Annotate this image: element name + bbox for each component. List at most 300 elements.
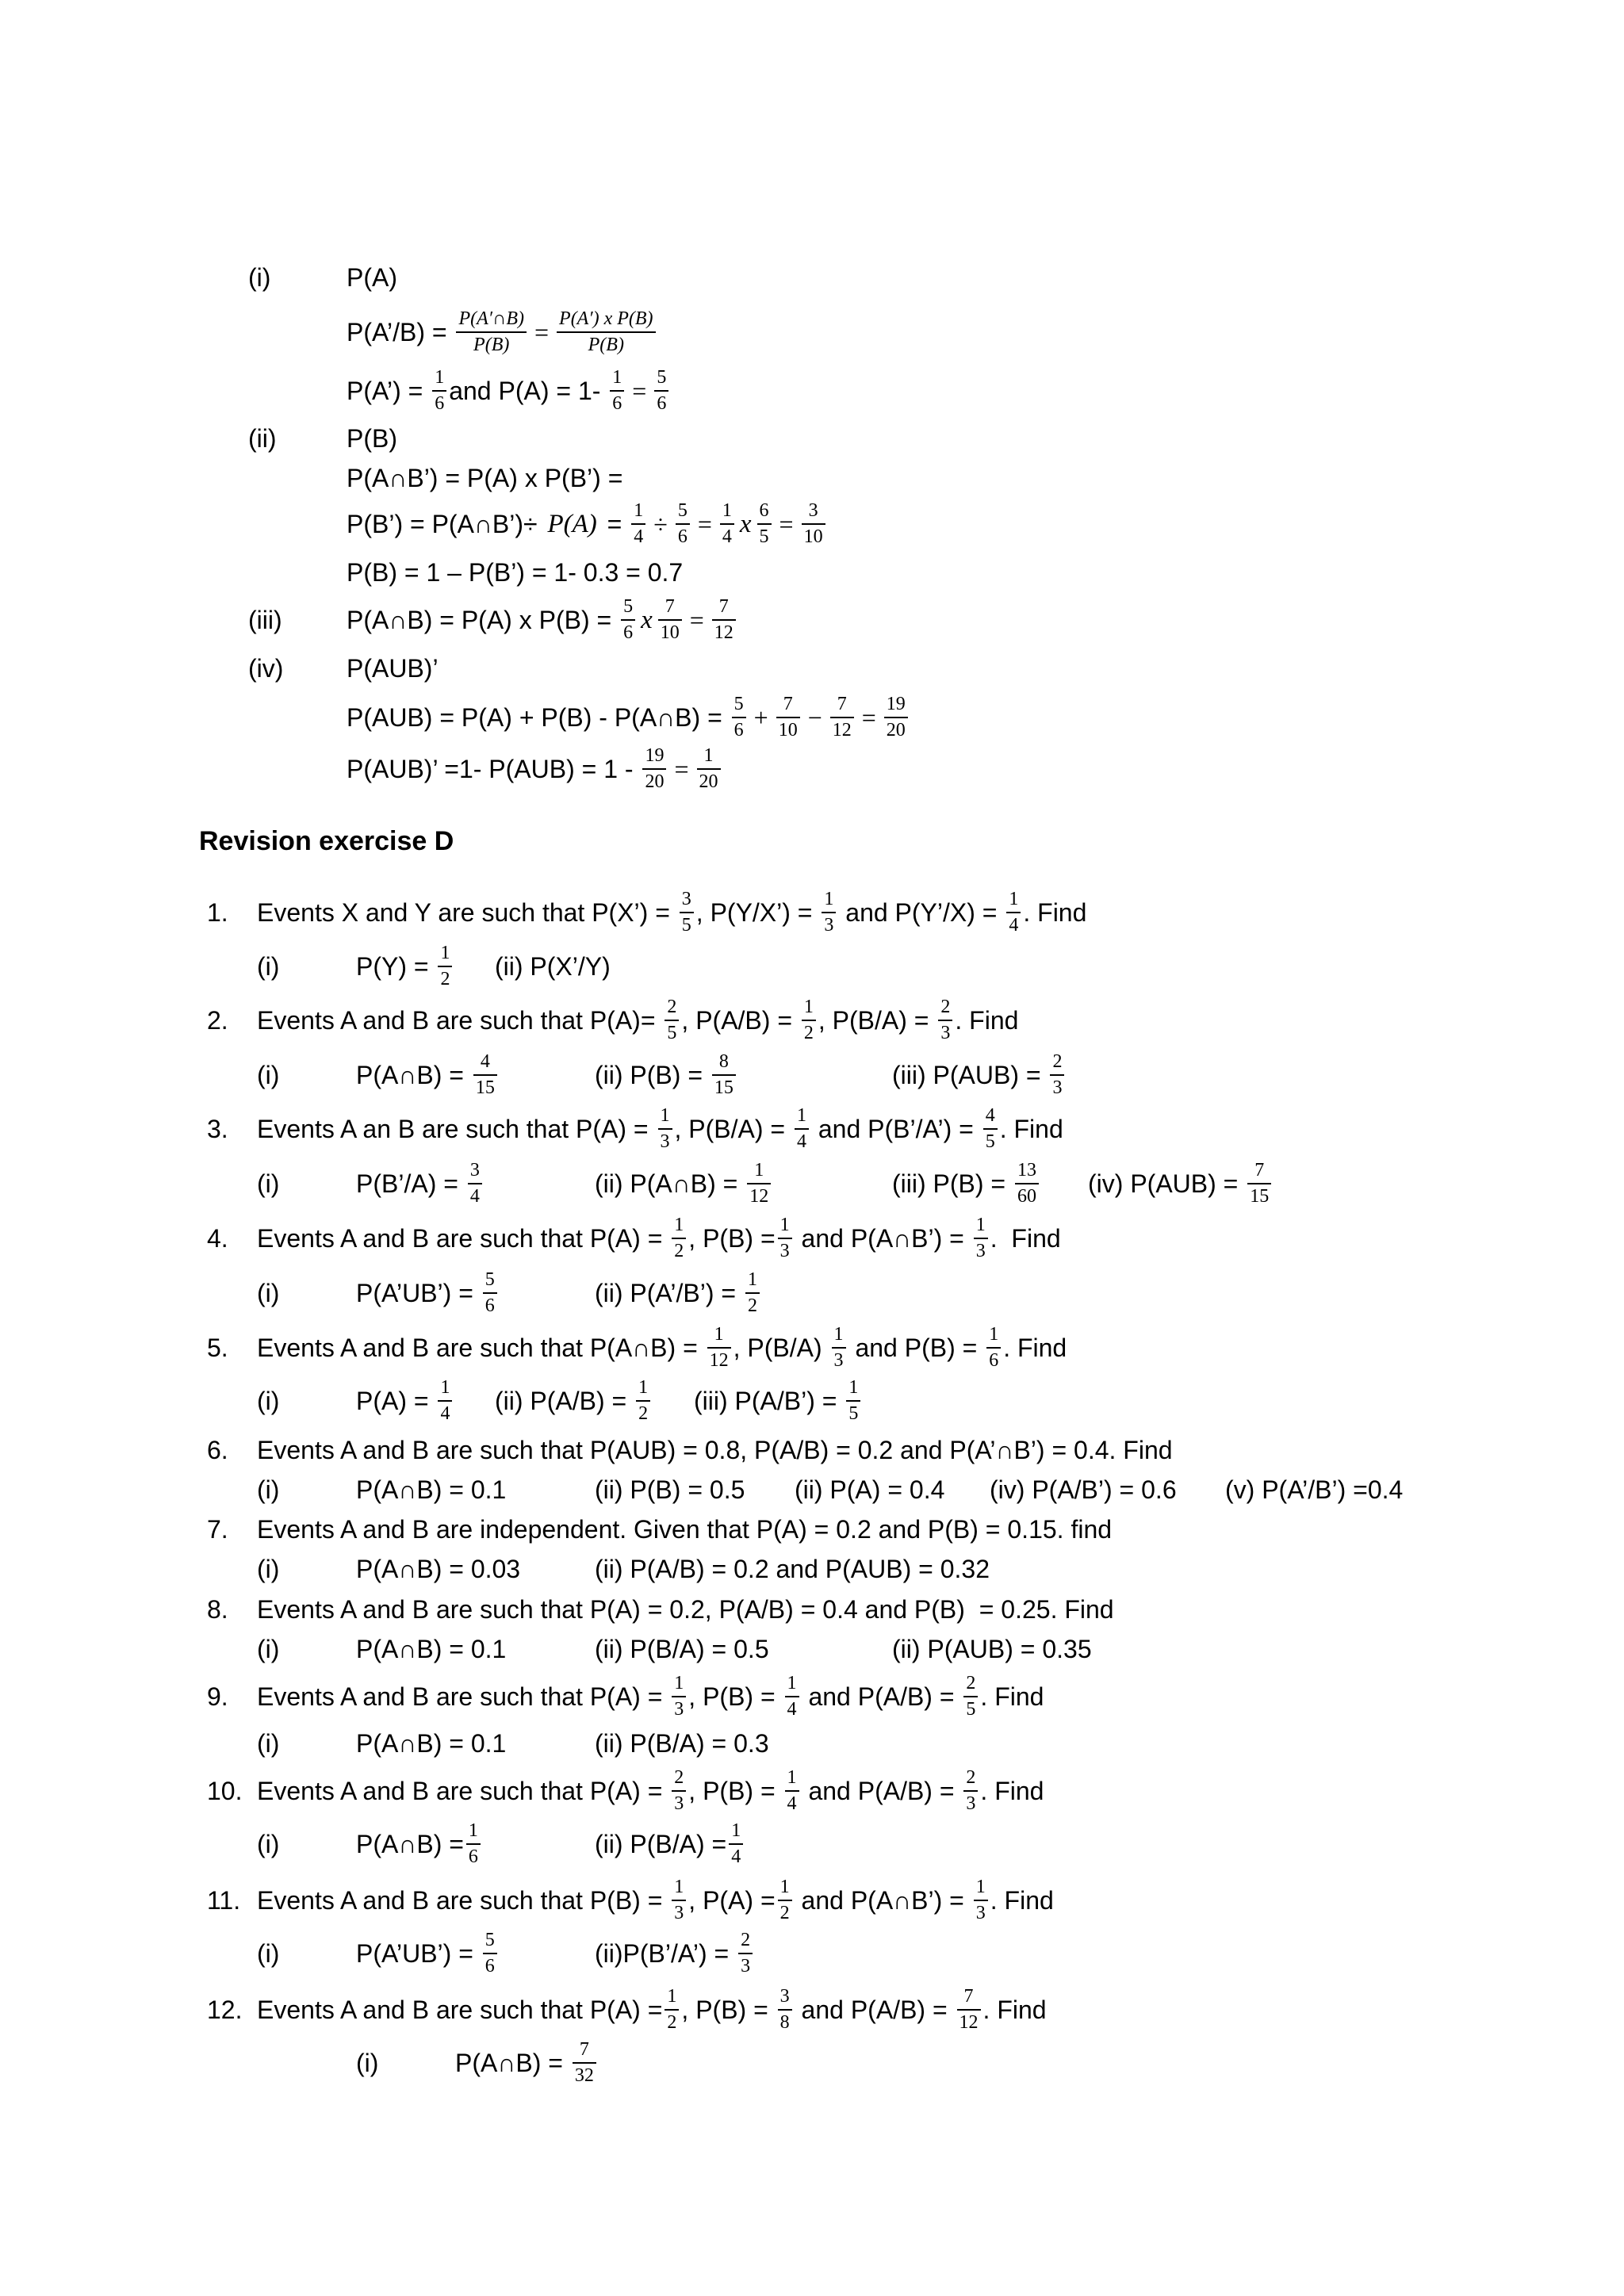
fraction-numerator: 1 <box>714 1323 724 1345</box>
fraction-denominator: 6 <box>654 390 668 416</box>
fraction <box>712 595 736 645</box>
fraction <box>795 1104 809 1154</box>
question-number: 7. <box>207 1514 228 1544</box>
text-run: P(A’UB’) = <box>356 1938 481 1968</box>
fraction-denominator: 3 <box>738 1953 753 1979</box>
fraction-denominator: 4 <box>1006 912 1021 938</box>
fraction-numerator: 13 <box>1017 1159 1036 1181</box>
fraction-numerator: 19 <box>645 744 665 766</box>
fraction-denominator: 32 <box>573 2062 596 2088</box>
answer-value <box>595 1926 755 1981</box>
fraction-numerator: 1 <box>779 1876 790 1897</box>
math-italic: x <box>641 605 653 634</box>
fraction <box>983 1104 998 1154</box>
fraction <box>802 499 825 549</box>
question-number: 12. <box>207 1995 243 2024</box>
fraction <box>466 1819 481 1869</box>
fraction-denominator: P(B) <box>456 331 527 358</box>
text-run: . Find <box>980 1776 1044 1805</box>
fraction-numerator: 2 <box>674 1766 684 1788</box>
text-run: P(A∩B) = P(A) x P(B) = <box>347 605 619 634</box>
fraction-numerator: 1 <box>674 1214 684 1235</box>
fraction <box>676 499 690 549</box>
fraction-numerator: 3 <box>808 499 818 521</box>
text-run: . Find <box>982 1995 1047 2024</box>
text-run: P(A∩B) = 0.1 <box>356 1475 507 1504</box>
solution-line <box>347 741 723 797</box>
fraction-numerator: 5 <box>485 1269 495 1290</box>
fraction-numerator: 7 <box>963 1985 974 2007</box>
fraction <box>963 1766 978 1816</box>
fraction-denominator: 6 <box>483 1292 497 1318</box>
question-text <box>257 885 1086 940</box>
question-number: 11. <box>207 1885 241 1915</box>
fraction <box>654 365 668 416</box>
math-operator: + <box>753 702 768 732</box>
text-run: Events A and B are such that P(A)= <box>257 1005 663 1035</box>
text-run: and P(Y’/X) = <box>838 897 1005 927</box>
math-italic: x <box>739 509 752 538</box>
solution-line <box>347 304 658 360</box>
fraction-numerator: 3 <box>681 888 691 909</box>
question-number: 1. <box>207 897 228 927</box>
math-operator: ÷ <box>653 509 668 538</box>
fraction <box>468 1158 482 1209</box>
fraction-numerator: 1 <box>848 1376 859 1398</box>
fraction <box>672 1213 686 1264</box>
fraction <box>822 887 836 938</box>
fraction-denominator: 2 <box>745 1292 760 1318</box>
answer-value <box>356 1373 454 1429</box>
text-run: and P(A/B) = <box>801 1682 962 1711</box>
text-run: P(AUB)’ <box>347 653 439 683</box>
fraction-denominator: 3 <box>778 1238 792 1264</box>
answer-value <box>1225 1462 1403 1517</box>
fraction-denominator: 3 <box>963 1790 978 1816</box>
fraction-numerator: 1 <box>975 1214 986 1235</box>
fraction-numerator: 7 <box>1254 1159 1265 1181</box>
fraction <box>573 2038 596 2088</box>
fraction <box>776 692 800 743</box>
fraction-denominator: 3 <box>672 1790 686 1816</box>
question-text <box>257 1763 1044 1819</box>
text-run: (ii) P(A/B) = <box>495 1386 634 1415</box>
fraction-denominator: 20 <box>642 768 666 794</box>
fraction <box>707 1322 731 1373</box>
fraction-denominator: P(B) <box>557 331 656 358</box>
fraction <box>1015 1158 1039 1209</box>
fraction-denominator: 2 <box>778 1900 792 1926</box>
fraction-numerator: 6 <box>759 499 769 521</box>
answer-label: (i) <box>257 1169 280 1198</box>
fraction-numerator: 1 <box>833 1323 844 1345</box>
text-run: and P(B) = <box>848 1333 985 1362</box>
fraction <box>672 1671 686 1722</box>
text-run: Events A an B are such that P(A) = <box>257 1114 656 1143</box>
text-run: (iv) P(A/B’) = 0.6 <box>990 1475 1177 1504</box>
question-number: 3. <box>207 1114 228 1143</box>
fraction-denominator: 5 <box>983 1128 998 1154</box>
part-label: (iii) <box>248 605 282 634</box>
fraction-numerator: 5 <box>657 366 667 388</box>
text-run: P(A’) = <box>347 376 431 405</box>
fraction-denominator: 3 <box>938 1020 952 1046</box>
answer-label: (i) <box>257 1938 280 1968</box>
answer-label: (i) <box>257 1386 280 1415</box>
question-number: 8. <box>207 1594 228 1624</box>
fraction-numerator: 5 <box>485 1929 495 1950</box>
fraction-numerator: 19 <box>886 693 906 714</box>
text-run: P(Y) = <box>356 951 436 981</box>
text-run: (v) P(A’/B’) =0.4 <box>1225 1475 1404 1504</box>
text-run: Events A and B are such that P(A∩B) = <box>257 1333 705 1362</box>
text-run: . Find <box>1023 897 1087 927</box>
fraction-numerator: 1 <box>803 996 814 1017</box>
text-run: P(A∩B) = <box>455 2048 570 2077</box>
text-run: and P(A∩B’) = <box>794 1223 971 1253</box>
fraction-numerator: 4 <box>985 1104 995 1126</box>
text-run: (ii)P(B’/A’) = <box>595 1938 737 1968</box>
question-number: 10. <box>207 1776 243 1805</box>
fraction <box>438 941 452 992</box>
fraction <box>1247 1158 1271 1209</box>
text-run: , P(B) = <box>681 1995 776 2024</box>
text-run: Events A and B are such that P(B) = <box>257 1885 670 1915</box>
text-run: (ii) P(B) = 0.5 <box>595 1475 745 1504</box>
text-run: , P(B) = <box>688 1223 776 1253</box>
math-italic: P(A) <box>547 509 597 538</box>
math-operator: = <box>674 754 689 783</box>
fraction-denominator: 12 <box>830 717 854 743</box>
fraction-numerator: 4 <box>480 1050 490 1072</box>
text-run: Events A and B are such that P(A) = 0.2, P(A/B) = 0.4 and P(B) = 0.25. Find <box>257 1594 1114 1624</box>
fraction-denominator: 2 <box>665 2009 679 2035</box>
solution-line <box>347 496 828 552</box>
fraction-numerator: 3 <box>469 1159 480 1181</box>
text-run: (ii) P(AUB) = 0.35 <box>892 1634 1092 1663</box>
answer-value <box>1088 1156 1274 1211</box>
fraction-numerator: 1 <box>731 1820 741 1841</box>
fraction-denominator: 5 <box>757 523 772 549</box>
fraction <box>778 1213 792 1264</box>
fraction-denominator: 4 <box>729 1843 743 1869</box>
text-run: and P(A/B) = <box>794 1995 955 2024</box>
fraction-denominator: 4 <box>785 1696 799 1722</box>
fraction-numerator: 1 <box>440 1376 450 1398</box>
text-run: Events X and Y are such that P(X’) = <box>257 897 677 927</box>
fraction-numerator: 1 <box>787 1672 797 1693</box>
answer-label: (i) <box>257 1728 280 1758</box>
question-text <box>257 1873 1054 1928</box>
text-run: P(B’/A) = <box>356 1169 465 1198</box>
fraction-denominator: 15 <box>1247 1183 1271 1209</box>
answer-label: (i) <box>257 1634 280 1663</box>
text-run: , P(B) = <box>688 1776 783 1805</box>
text-run: P(A∩B) = 0.03 <box>356 1554 521 1583</box>
fraction-numerator: P(A′) x P(B) <box>559 308 653 329</box>
answer-label: (i) <box>257 1278 280 1307</box>
answer-label: (i) <box>257 1829 280 1858</box>
fraction <box>974 1213 988 1264</box>
fraction-denominator: 15 <box>473 1074 497 1100</box>
text-run: , P(B/A) = <box>818 1005 936 1035</box>
text-run: P(AUB)’ =1- P(AUB) = 1 - <box>347 754 641 783</box>
text-run: (ii) P(B/A) = <box>595 1829 727 1858</box>
solution-line <box>347 250 397 305</box>
answer-value <box>356 939 454 994</box>
answer-value <box>892 1156 1041 1211</box>
text-run: and P(A/B) = <box>801 1776 962 1805</box>
text-run: , P(A/B) = <box>681 1005 799 1035</box>
answer-value <box>694 1373 863 1429</box>
fraction-denominator: 10 <box>776 717 800 743</box>
fraction <box>438 1376 452 1426</box>
text-run: , P(Y/X’) = <box>695 897 820 927</box>
fraction-numerator: 7 <box>665 595 675 617</box>
fraction-numerator: 1 <box>779 1214 790 1235</box>
fraction <box>785 1671 799 1722</box>
fraction <box>747 1158 771 1209</box>
part-label: (i) <box>248 262 271 292</box>
fraction-numerator: 5 <box>733 693 744 714</box>
fraction <box>473 1050 497 1100</box>
math-operator: − <box>807 702 822 732</box>
fraction-denominator: 6 <box>732 717 746 743</box>
fraction <box>938 995 952 1046</box>
fraction <box>610 365 624 416</box>
fraction <box>1006 887 1021 938</box>
fraction <box>732 692 746 743</box>
answer-value <box>356 1047 500 1103</box>
fraction <box>832 1322 846 1373</box>
fraction-denominator: 2 <box>672 1238 686 1264</box>
fraction <box>621 595 635 645</box>
text-run: (ii) P(A’/B’) = <box>595 1278 743 1307</box>
fraction-numerator: 1 <box>435 366 445 388</box>
answer-label: (i) <box>257 1475 280 1504</box>
fraction-denominator: 12 <box>707 1347 731 1373</box>
text-run: , P(A) = <box>688 1885 776 1915</box>
fraction-numerator: 3 <box>779 1985 790 2007</box>
fraction-numerator: P(A′∩B) <box>458 308 524 329</box>
fraction-numerator: 1 <box>638 1376 649 1398</box>
text-run: P(A) = <box>356 1386 436 1415</box>
question-text <box>257 1982 1047 2038</box>
text-run: . Find <box>955 1005 1019 1035</box>
answer-value <box>455 2035 599 2091</box>
fraction <box>745 1268 760 1318</box>
text-run: P(A∩B) = <box>356 1060 471 1089</box>
fraction-denominator: 3 <box>672 1900 686 1926</box>
text-run: . Find <box>1003 1333 1067 1362</box>
text-run: and P(B’/A’) = <box>810 1114 981 1143</box>
fraction-denominator: 6 <box>986 1347 1001 1373</box>
fraction <box>1050 1050 1064 1100</box>
text-run: P(A) <box>347 262 397 292</box>
fraction <box>957 1984 981 2035</box>
fraction <box>456 307 527 358</box>
fraction-denominator: 10 <box>802 523 825 549</box>
math-operator: = <box>689 605 704 634</box>
fraction <box>712 1050 736 1100</box>
text-run: P(B) = 1 – P(B’) = 1- 0.3 = 0.7 <box>347 557 684 587</box>
fraction-numerator: 2 <box>1052 1050 1063 1072</box>
fraction-denominator: 6 <box>432 390 446 416</box>
answer-value <box>595 1047 738 1103</box>
math-operator: = <box>779 509 794 538</box>
text-run: (iv) P(AUB) = <box>1088 1169 1246 1198</box>
fraction-denominator: 10 <box>658 619 682 645</box>
fraction <box>642 744 666 794</box>
text-run: P(AUB) = P(A) + P(B) - P(A∩B) = <box>347 702 730 732</box>
answer-value <box>356 1816 483 1872</box>
fraction <box>986 1322 1001 1373</box>
fraction-numerator: 5 <box>677 499 688 521</box>
text-run: P(A∩B) = 0.1 <box>356 1728 507 1758</box>
fraction-denominator: 20 <box>884 717 908 743</box>
question-number: 5. <box>207 1333 228 1362</box>
text-run: and P(A∩B’) = <box>794 1885 971 1915</box>
fraction <box>636 1376 650 1426</box>
fraction-denominator: 3 <box>974 1238 988 1264</box>
fraction-numerator: 1 <box>796 1104 806 1126</box>
text-run: . Find <box>990 1223 1061 1253</box>
text-run: Events A and B are such that P(A) = <box>257 1223 670 1253</box>
fraction-numerator: 1 <box>989 1323 999 1345</box>
answer-value <box>356 1156 485 1211</box>
text-run: . Find <box>990 1885 1054 1915</box>
fraction-denominator: 15 <box>712 1074 736 1100</box>
solution-line <box>347 690 910 745</box>
question-number: 9. <box>207 1682 228 1711</box>
part-label: (ii) <box>248 423 277 453</box>
fraction <box>631 499 645 549</box>
text-run: P(A∩B) = <box>356 1829 464 1858</box>
fraction <box>658 595 682 645</box>
fraction-denominator: 4 <box>795 1128 809 1154</box>
text-run: (ii) P(A/B) = 0.2 and P(AUB) = 0.32 <box>595 1554 990 1583</box>
fraction-denominator: 4 <box>438 1400 452 1426</box>
fraction-denominator: 3 <box>822 912 836 938</box>
answer-label: (i) <box>257 951 280 981</box>
answer-value <box>356 1265 500 1321</box>
text-run: , P(B/A) = <box>674 1114 792 1143</box>
fraction-denominator: 4 <box>468 1183 482 1209</box>
fraction <box>963 1671 978 1722</box>
fraction-denominator: 6 <box>610 390 624 416</box>
text-run: (iii) P(A/B’) = <box>694 1386 845 1415</box>
fraction-denominator: 6 <box>621 619 635 645</box>
fraction-numerator: 2 <box>741 1929 751 1950</box>
fraction-numerator: 8 <box>718 1050 729 1072</box>
question-number: 6. <box>207 1435 228 1464</box>
fraction <box>658 1104 672 1154</box>
fraction-denominator: 3 <box>832 1347 846 1373</box>
fraction-numerator: 2 <box>940 996 951 1017</box>
text-run: P(B) <box>347 423 397 453</box>
fraction-numerator: 2 <box>966 1672 976 1693</box>
fraction-numerator: 1 <box>754 1159 764 1181</box>
fraction-denominator: 4 <box>720 523 734 549</box>
text-run: P(A’/B) = <box>347 317 454 346</box>
fraction-numerator: 1 <box>722 499 732 521</box>
fraction <box>785 1766 799 1816</box>
part-label: (iv) <box>248 653 284 683</box>
fraction <box>738 1928 753 1979</box>
fraction <box>778 1875 792 1926</box>
text-run: (ii) P(B/A) = 0.5 <box>595 1634 769 1663</box>
fraction-denominator: 8 <box>778 2009 792 2035</box>
fraction-denominator: 6 <box>676 523 690 549</box>
answer-label: (i) <box>257 1060 280 1089</box>
fraction-denominator: 20 <box>697 768 721 794</box>
fraction <box>884 692 908 743</box>
math-operator: = <box>861 702 876 732</box>
text-run: Events A and B are such that P(A) = <box>257 1995 663 2024</box>
fraction-numerator: 1 <box>747 1269 757 1290</box>
fraction-denominator: 60 <box>1015 1183 1039 1209</box>
fraction-denominator: 3 <box>672 1696 686 1722</box>
fraction-denominator: 2 <box>802 1020 816 1046</box>
fraction <box>483 1928 497 1979</box>
solution-line <box>347 641 439 696</box>
fraction-numerator: 1 <box>667 1985 677 2007</box>
question-text <box>257 1320 1067 1376</box>
text-run: (ii) P(A) = 0.4 <box>795 1475 945 1504</box>
question-number: 4. <box>207 1223 228 1253</box>
fraction-denominator: 4 <box>631 523 645 549</box>
fraction-denominator: 6 <box>483 1953 497 1979</box>
fraction <box>846 1376 860 1426</box>
fraction-denominator: 5 <box>665 1020 679 1046</box>
fraction-denominator: 3 <box>658 1128 672 1154</box>
text-run: . Find <box>999 1114 1063 1143</box>
fraction <box>720 499 734 549</box>
fraction-numerator: 1 <box>440 942 450 963</box>
fraction-numerator: 1 <box>674 1672 684 1693</box>
answer-value <box>495 1373 653 1429</box>
answer-value <box>595 1265 762 1321</box>
fraction-denominator: 5 <box>963 1696 978 1722</box>
question-number: 2. <box>207 1005 228 1035</box>
text-run: P(A∩B) = 0.1 <box>356 1634 507 1663</box>
text-run: (iii) P(B) = <box>892 1169 1013 1198</box>
fraction-numerator: 1 <box>660 1104 670 1126</box>
fraction-numerator: 1 <box>634 499 644 521</box>
fraction <box>680 887 694 938</box>
answer-value <box>595 1156 773 1211</box>
fraction-numerator: 1 <box>787 1766 797 1788</box>
fraction <box>974 1875 988 1926</box>
question-text <box>257 993 1018 1048</box>
question-text <box>257 1101 1063 1157</box>
fraction-numerator: 7 <box>837 693 847 714</box>
fraction <box>802 995 816 1046</box>
text-run: = <box>599 509 630 538</box>
fraction-numerator: 7 <box>783 693 793 714</box>
fraction-numerator: 2 <box>966 1766 976 1788</box>
fraction <box>672 1875 686 1926</box>
solution-line <box>347 592 738 648</box>
fraction <box>483 1268 497 1318</box>
answer-value <box>495 939 611 994</box>
text-run: Events A and B are such that P(A) = <box>257 1682 670 1711</box>
section-heading: Revision exercise D <box>199 825 454 856</box>
fraction-denominator: 5 <box>846 1400 860 1426</box>
math-operator: = <box>534 317 550 346</box>
text-run: Events A and B are such that P(AUB) = 0.8, P(A/B) = 0.2 and P(A’∩B’) = 0.4. Find <box>257 1435 1173 1464</box>
fraction <box>757 499 772 549</box>
